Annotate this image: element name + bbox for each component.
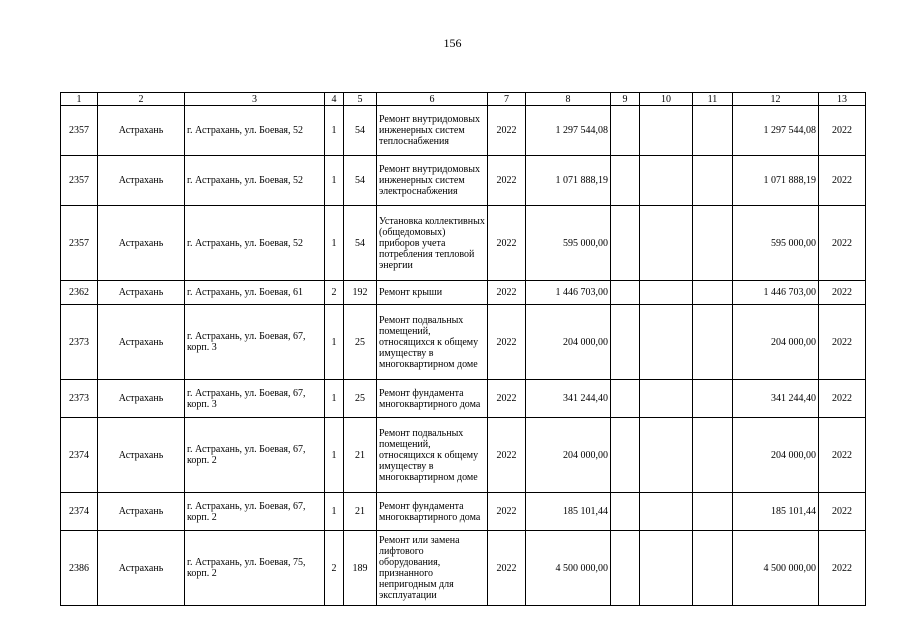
- table-row: [61, 106, 866, 156]
- table-row: [61, 206, 866, 281]
- col11-cell: [693, 281, 733, 305]
- col11-cell: [693, 380, 733, 418]
- col11-cell: [693, 206, 733, 281]
- col5-cell: 21: [344, 418, 377, 493]
- column-header-8: 8: [526, 93, 611, 106]
- col4-cell: 1: [325, 418, 344, 493]
- city-cell: Астрахань: [98, 493, 185, 531]
- table-row: [61, 281, 866, 305]
- column-header-6: 6: [377, 93, 488, 106]
- row-number-cell: 2357: [61, 156, 98, 206]
- city-cell: Астрахань: [98, 531, 185, 606]
- col5-cell: 25: [344, 380, 377, 418]
- address-cell: г. Астрахань, ул. Боевая, 52: [185, 156, 325, 206]
- col12-cost-cell: 204 000,00: [733, 418, 819, 493]
- col5-cell: 54: [344, 106, 377, 156]
- col4-cell: 1: [325, 206, 344, 281]
- col9-cell: [611, 380, 640, 418]
- col4-cell: 1: [325, 305, 344, 380]
- col4-cell: 1: [325, 156, 344, 206]
- column-header-1: 1: [61, 93, 98, 106]
- total-cost-cell: 1 446 703,00: [526, 281, 611, 305]
- column-header-13: 13: [819, 93, 866, 106]
- year-cell: 2022: [488, 493, 526, 531]
- row-number-cell: 2374: [61, 418, 98, 493]
- col12-cost-cell: 595 000,00: [733, 206, 819, 281]
- total-cost-cell: 1 297 544,08: [526, 106, 611, 156]
- col4-cell: 2: [325, 281, 344, 305]
- address-cell: г. Астрахань, ул. Боевая, 61: [185, 281, 325, 305]
- column-header-3: 3: [185, 93, 325, 106]
- col11-cell: [693, 156, 733, 206]
- column-header-5: 5: [344, 93, 377, 106]
- col9-cell: [611, 418, 640, 493]
- year-cell: 2022: [488, 106, 526, 156]
- col13-year-cell: 2022: [819, 156, 866, 206]
- col12-cost-cell: 1 297 544,08: [733, 106, 819, 156]
- address-cell: г. Астрахань, ул. Боевая, 52: [185, 206, 325, 281]
- col13-year-cell: 2022: [819, 206, 866, 281]
- col13-year-cell: 2022: [819, 281, 866, 305]
- col11-cell: [693, 531, 733, 606]
- data-table: [60, 92, 866, 606]
- column-header-12: 12: [733, 93, 819, 106]
- row-number-cell: 2373: [61, 380, 98, 418]
- column-header-7: 7: [488, 93, 526, 106]
- col5-cell: 192: [344, 281, 377, 305]
- city-cell: Астрахань: [98, 380, 185, 418]
- col13-year-cell: 2022: [819, 418, 866, 493]
- work-type-cell: Ремонт фундамента многоквартирного дома: [377, 493, 488, 531]
- year-cell: 2022: [488, 156, 526, 206]
- col9-cell: [611, 305, 640, 380]
- city-cell: Астрахань: [98, 156, 185, 206]
- col13-year-cell: 2022: [819, 531, 866, 606]
- col4-cell: 1: [325, 380, 344, 418]
- col10-cell: [640, 106, 693, 156]
- address-cell: г. Астрахань, ул. Боевая, 67, корп. 3: [185, 380, 325, 418]
- column-header-9: 9: [611, 93, 640, 106]
- col12-cost-cell: 185 101,44: [733, 493, 819, 531]
- column-header-4: 4: [325, 93, 344, 106]
- address-cell: г. Астрахань, ул. Боевая, 67, корп. 2: [185, 493, 325, 531]
- col4-cell: 1: [325, 106, 344, 156]
- col5-cell: 25: [344, 305, 377, 380]
- col13-year-cell: 2022: [819, 380, 866, 418]
- col10-cell: [640, 380, 693, 418]
- row-number-cell: 2357: [61, 206, 98, 281]
- row-number-cell: 2373: [61, 305, 98, 380]
- table-row: [61, 156, 866, 206]
- year-cell: 2022: [488, 531, 526, 606]
- col10-cell: [640, 206, 693, 281]
- col5-cell: 189: [344, 531, 377, 606]
- table-row: [61, 418, 866, 493]
- row-number-cell: 2362: [61, 281, 98, 305]
- column-header-10: 10: [640, 93, 693, 106]
- col10-cell: [640, 493, 693, 531]
- col11-cell: [693, 418, 733, 493]
- address-cell: г. Астрахань, ул. Боевая, 75, корп. 2: [185, 531, 325, 606]
- row-number-cell: 2374: [61, 493, 98, 531]
- work-type-cell: Установка коллективных (общедомовых) приборов учета потребления тепловой энергии: [377, 206, 488, 281]
- address-cell: г. Астрахань, ул. Боевая, 52: [185, 106, 325, 156]
- address-cell: г. Астрахань, ул. Боевая, 67, корп. 3: [185, 305, 325, 380]
- work-type-cell: Ремонт фундамента многоквартирного дома: [377, 380, 488, 418]
- work-type-cell: Ремонт подвальных помещений, относящихся к общему имуществу в многоквартирном доме: [377, 305, 488, 380]
- row-number-cell: 2357: [61, 106, 98, 156]
- page-number: 156: [443, 36, 462, 50]
- col13-year-cell: 2022: [819, 493, 866, 531]
- col5-cell: 54: [344, 156, 377, 206]
- col4-cell: 2: [325, 531, 344, 606]
- col12-cost-cell: 1 446 703,00: [733, 281, 819, 305]
- work-type-cell: Ремонт подвальных помещений, относящихся к общему имуществу в многоквартирном доме: [377, 418, 488, 493]
- col12-cost-cell: 4 500 000,00: [733, 531, 819, 606]
- table-row: [61, 305, 866, 380]
- col9-cell: [611, 156, 640, 206]
- col4-cell: 1: [325, 493, 344, 531]
- col11-cell: [693, 305, 733, 380]
- col9-cell: [611, 531, 640, 606]
- col12-cost-cell: 204 000,00: [733, 305, 819, 380]
- work-type-cell: Ремонт крыши: [377, 281, 488, 305]
- col10-cell: [640, 418, 693, 493]
- total-cost-cell: 595 000,00: [526, 206, 611, 281]
- work-type-cell: Ремонт внутридомовых инженерных систем электроснабжения: [377, 156, 488, 206]
- table-row: [61, 531, 866, 606]
- work-type-cell: Ремонт внутридомовых инженерных систем теплоснабжения: [377, 106, 488, 156]
- col12-cost-cell: 341 244,40: [733, 380, 819, 418]
- city-cell: Астрахань: [98, 106, 185, 156]
- col11-cell: [693, 106, 733, 156]
- total-cost-cell: 1 071 888,19: [526, 156, 611, 206]
- year-cell: 2022: [488, 380, 526, 418]
- total-cost-cell: 4 500 000,00: [526, 531, 611, 606]
- col11-cell: [693, 493, 733, 531]
- year-cell: 2022: [488, 418, 526, 493]
- city-cell: Астрахань: [98, 281, 185, 305]
- col5-cell: 54: [344, 206, 377, 281]
- year-cell: 2022: [488, 281, 526, 305]
- year-cell: 2022: [488, 206, 526, 281]
- address-cell: г. Астрахань, ул. Боевая, 67, корп. 2: [185, 418, 325, 493]
- row-number-cell: 2386: [61, 531, 98, 606]
- header-row: [61, 93, 866, 106]
- col10-cell: [640, 156, 693, 206]
- year-cell: 2022: [488, 305, 526, 380]
- city-cell: Астрахань: [98, 418, 185, 493]
- work-type-cell: Ремонт или замена лифтового оборудования, признанного непригодным для эксплуатации: [377, 531, 488, 606]
- city-cell: Астрахань: [98, 305, 185, 380]
- col10-cell: [640, 281, 693, 305]
- table-row: [61, 493, 866, 531]
- col9-cell: [611, 493, 640, 531]
- total-cost-cell: 341 244,40: [526, 380, 611, 418]
- col13-year-cell: 2022: [819, 106, 866, 156]
- col9-cell: [611, 206, 640, 281]
- col12-cost-cell: 1 071 888,19: [733, 156, 819, 206]
- col10-cell: [640, 305, 693, 380]
- col13-year-cell: 2022: [819, 305, 866, 380]
- total-cost-cell: 185 101,44: [526, 493, 611, 531]
- total-cost-cell: 204 000,00: [526, 305, 611, 380]
- total-cost-cell: 204 000,00: [526, 418, 611, 493]
- col9-cell: [611, 106, 640, 156]
- col5-cell: 21: [344, 493, 377, 531]
- col10-cell: [640, 531, 693, 606]
- col9-cell: [611, 281, 640, 305]
- table-body: [61, 106, 866, 606]
- city-cell: Астрахань: [98, 206, 185, 281]
- column-header-11: 11: [693, 93, 733, 106]
- table-row: [61, 380, 866, 418]
- column-header-2: 2: [98, 93, 185, 106]
